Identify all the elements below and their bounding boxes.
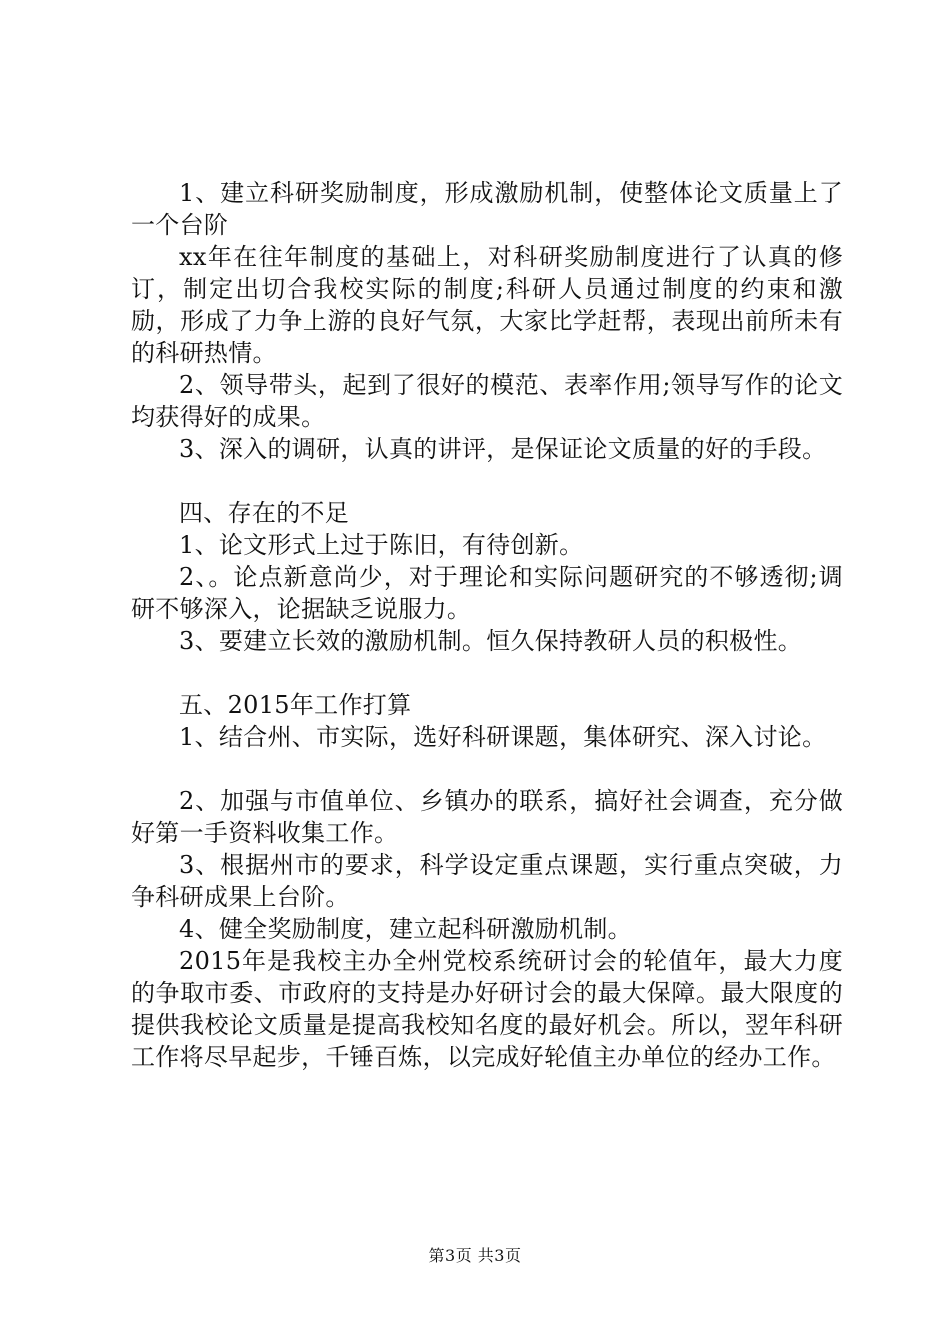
page-footer: 第3页 共3页 xyxy=(428,1246,522,1265)
paragraph-plan-4: 4、健全奖励制度，建立起科研激励机制。 xyxy=(179,915,632,943)
paragraph-plan-2: 2、加强与市值单位、乡镇办的联系，搞好社会调查，充分做好第一手资料收集工作。 xyxy=(131,787,843,847)
paragraph-shortcoming-1: 1、论文形式上过于陈旧，有待创新。 xyxy=(179,531,584,559)
paragraph-plan-1: 1、结合州、市实际，选好科研课题，集体研究、深入讨论。 xyxy=(179,723,827,751)
document-body xyxy=(131,177,843,1073)
paragraph-plan-3: 3、根据州市的要求，科学设定重点课题，实行重点突破，力争科研成果上台阶。 xyxy=(131,851,843,911)
paragraph-incentive-system: 1、建立科研奖励制度，形成激励机制，使整体论文质量上了一个台阶 xyxy=(131,179,843,239)
paragraph-leadership: 2、领导带头，起到了很好的模范、表率作用;领导写作的论文均获得好的成果。 xyxy=(131,371,843,431)
section-heading-work-plan: 五、2015年工作打算 xyxy=(179,691,412,719)
paragraph-research-methods: 3、深入的调研，认真的讲评，是保证论文质量的好的手段。 xyxy=(179,435,827,463)
paragraph-conclusion: 2015年是我校主办全州党校系统研讨会的轮值年，最大力度的争取市委、市政府的支持是办好研讨会的最大保障。最大限度的提供我校论文质量是提高我校知名度的最好机会。所以，翌年科研工作将尽早起步，千锤百炼，以完成好轮值主办单位的经办工作。 xyxy=(131,947,843,1071)
paragraph-revision-details: xx年在往年制度的基础上，对科研奖励制度进行了认真的修订，制定出切合我校实际的制度;科研人员通过制度的约束和激励，形成了力争上游的良好气氛，大家比学赶帮，表现出前所未有的科研热情。 xyxy=(131,243,843,367)
paragraph-shortcoming-3: 3、要建立长效的激励机制。恒久保持教研人员的积极性。 xyxy=(179,627,803,655)
paragraph-shortcoming-2: 2、。论点新意尚少，对于理论和实际问题研究的不够透彻;调研不够深入，论据缺乏说服力。 xyxy=(131,563,843,623)
section-heading-shortcomings: 四、存在的不足 xyxy=(179,499,350,527)
